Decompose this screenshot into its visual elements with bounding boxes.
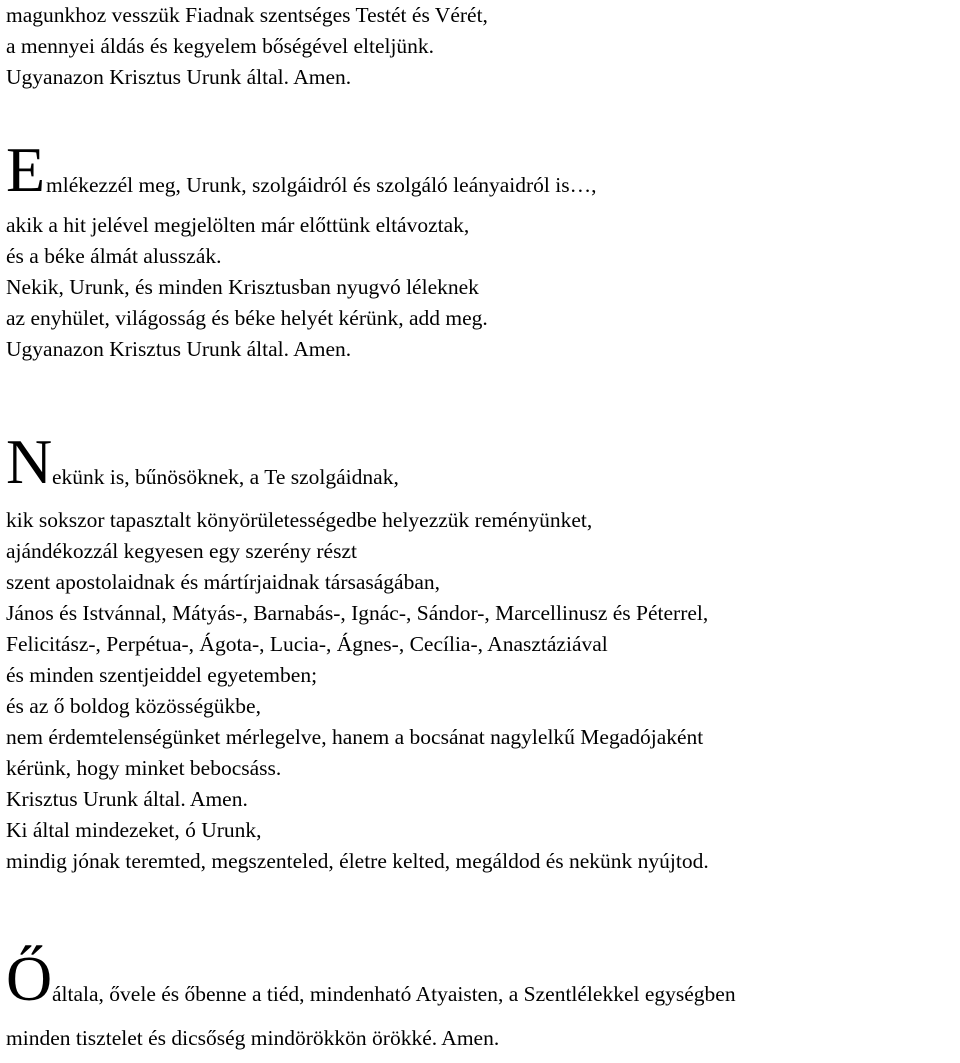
text-line: akik a hit jelével megjelölten már előttünk eltávoztak, (6, 213, 470, 237)
opening-line: ekünk is, bűnösöknek, a Te szolgáidnak, (52, 465, 399, 489)
text-line: Nekik, Urunk, és minden Krisztusban nyugvó léleknek (6, 275, 479, 299)
nobis-quoque (6, 426, 956, 877)
text-line: Felicitász-, Perpétua-, Ágota-, Lucia-, Ágnes-, Cecília-, Anasztáziával (6, 632, 608, 656)
memento-of-the-dead (6, 134, 956, 365)
drop-cap: Ő (6, 943, 53, 1014)
text-line: kik sokszor tapasztalt könyörületességedbe helyezzük reményünket, (6, 508, 593, 532)
text-line: János és Istvánnal, Mátyás-, Barnabás-, Ignác-, Sándor-, Marcellinusz és Péterrel, (6, 601, 709, 625)
prayer-continuation (6, 0, 488, 93)
drop-cap: N (6, 426, 53, 497)
opening-line: mlékezzél meg, Urunk, szolgáidról és szolgáló leányaidról is…, (46, 173, 597, 197)
text-line: kérünk, hogy minket bebocsáss. (6, 756, 282, 780)
text-line: Ki által mindezeket, ó Urunk, (6, 818, 262, 842)
text-line: és az ő boldog közösségükbe, (6, 694, 261, 718)
text-line: magunkhoz vesszük Fiadnak szentséges Testét és Vérét, (6, 3, 488, 27)
text-line: az enyhület, világosság és béke helyét kérünk, add meg. (6, 306, 488, 330)
text-line: és a béke álmát alusszák. (6, 244, 222, 268)
text-line: a mennyei áldás és kegyelem bőségével elteljünk. (6, 34, 435, 58)
text-line: Ugyanazon Krisztus Urunk által. Amen. (6, 337, 352, 361)
text-line: Ugyanazon Krisztus Urunk által. Amen. (6, 65, 352, 89)
text-line: nem érdemtelenségünket mérlegelve, hanem a bocsánat nagylelkű Megadójaként (6, 725, 704, 749)
text-line: minden tisztelet és dicsőség mindörökkön örökké. Amen. (6, 1026, 500, 1050)
paragraph-opening (6, 426, 956, 505)
drop-cap: E (6, 134, 46, 205)
text-line: mindig jónak teremted, megszenteled, életre kelted, megáldod és nekünk nyújtod. (6, 849, 709, 873)
paragraph-opening (6, 134, 956, 210)
text-line: ajándékozzál kegyesen egy szerény részt (6, 539, 357, 563)
text-line: szent apostolaidnak és mártírjaidnak társaságában, (6, 570, 441, 594)
final-doxology (6, 935, 956, 1054)
text-line: Krisztus Urunk által. Amen. (6, 787, 248, 811)
text-line: és minden szentjeiddel egyetemben; (6, 663, 318, 687)
paragraph-opening (6, 935, 956, 1023)
opening-line: általa, ővele és őbenne a tiéd, mindenható Atyaisten, a Szentlélekkel egységben (52, 982, 736, 1006)
